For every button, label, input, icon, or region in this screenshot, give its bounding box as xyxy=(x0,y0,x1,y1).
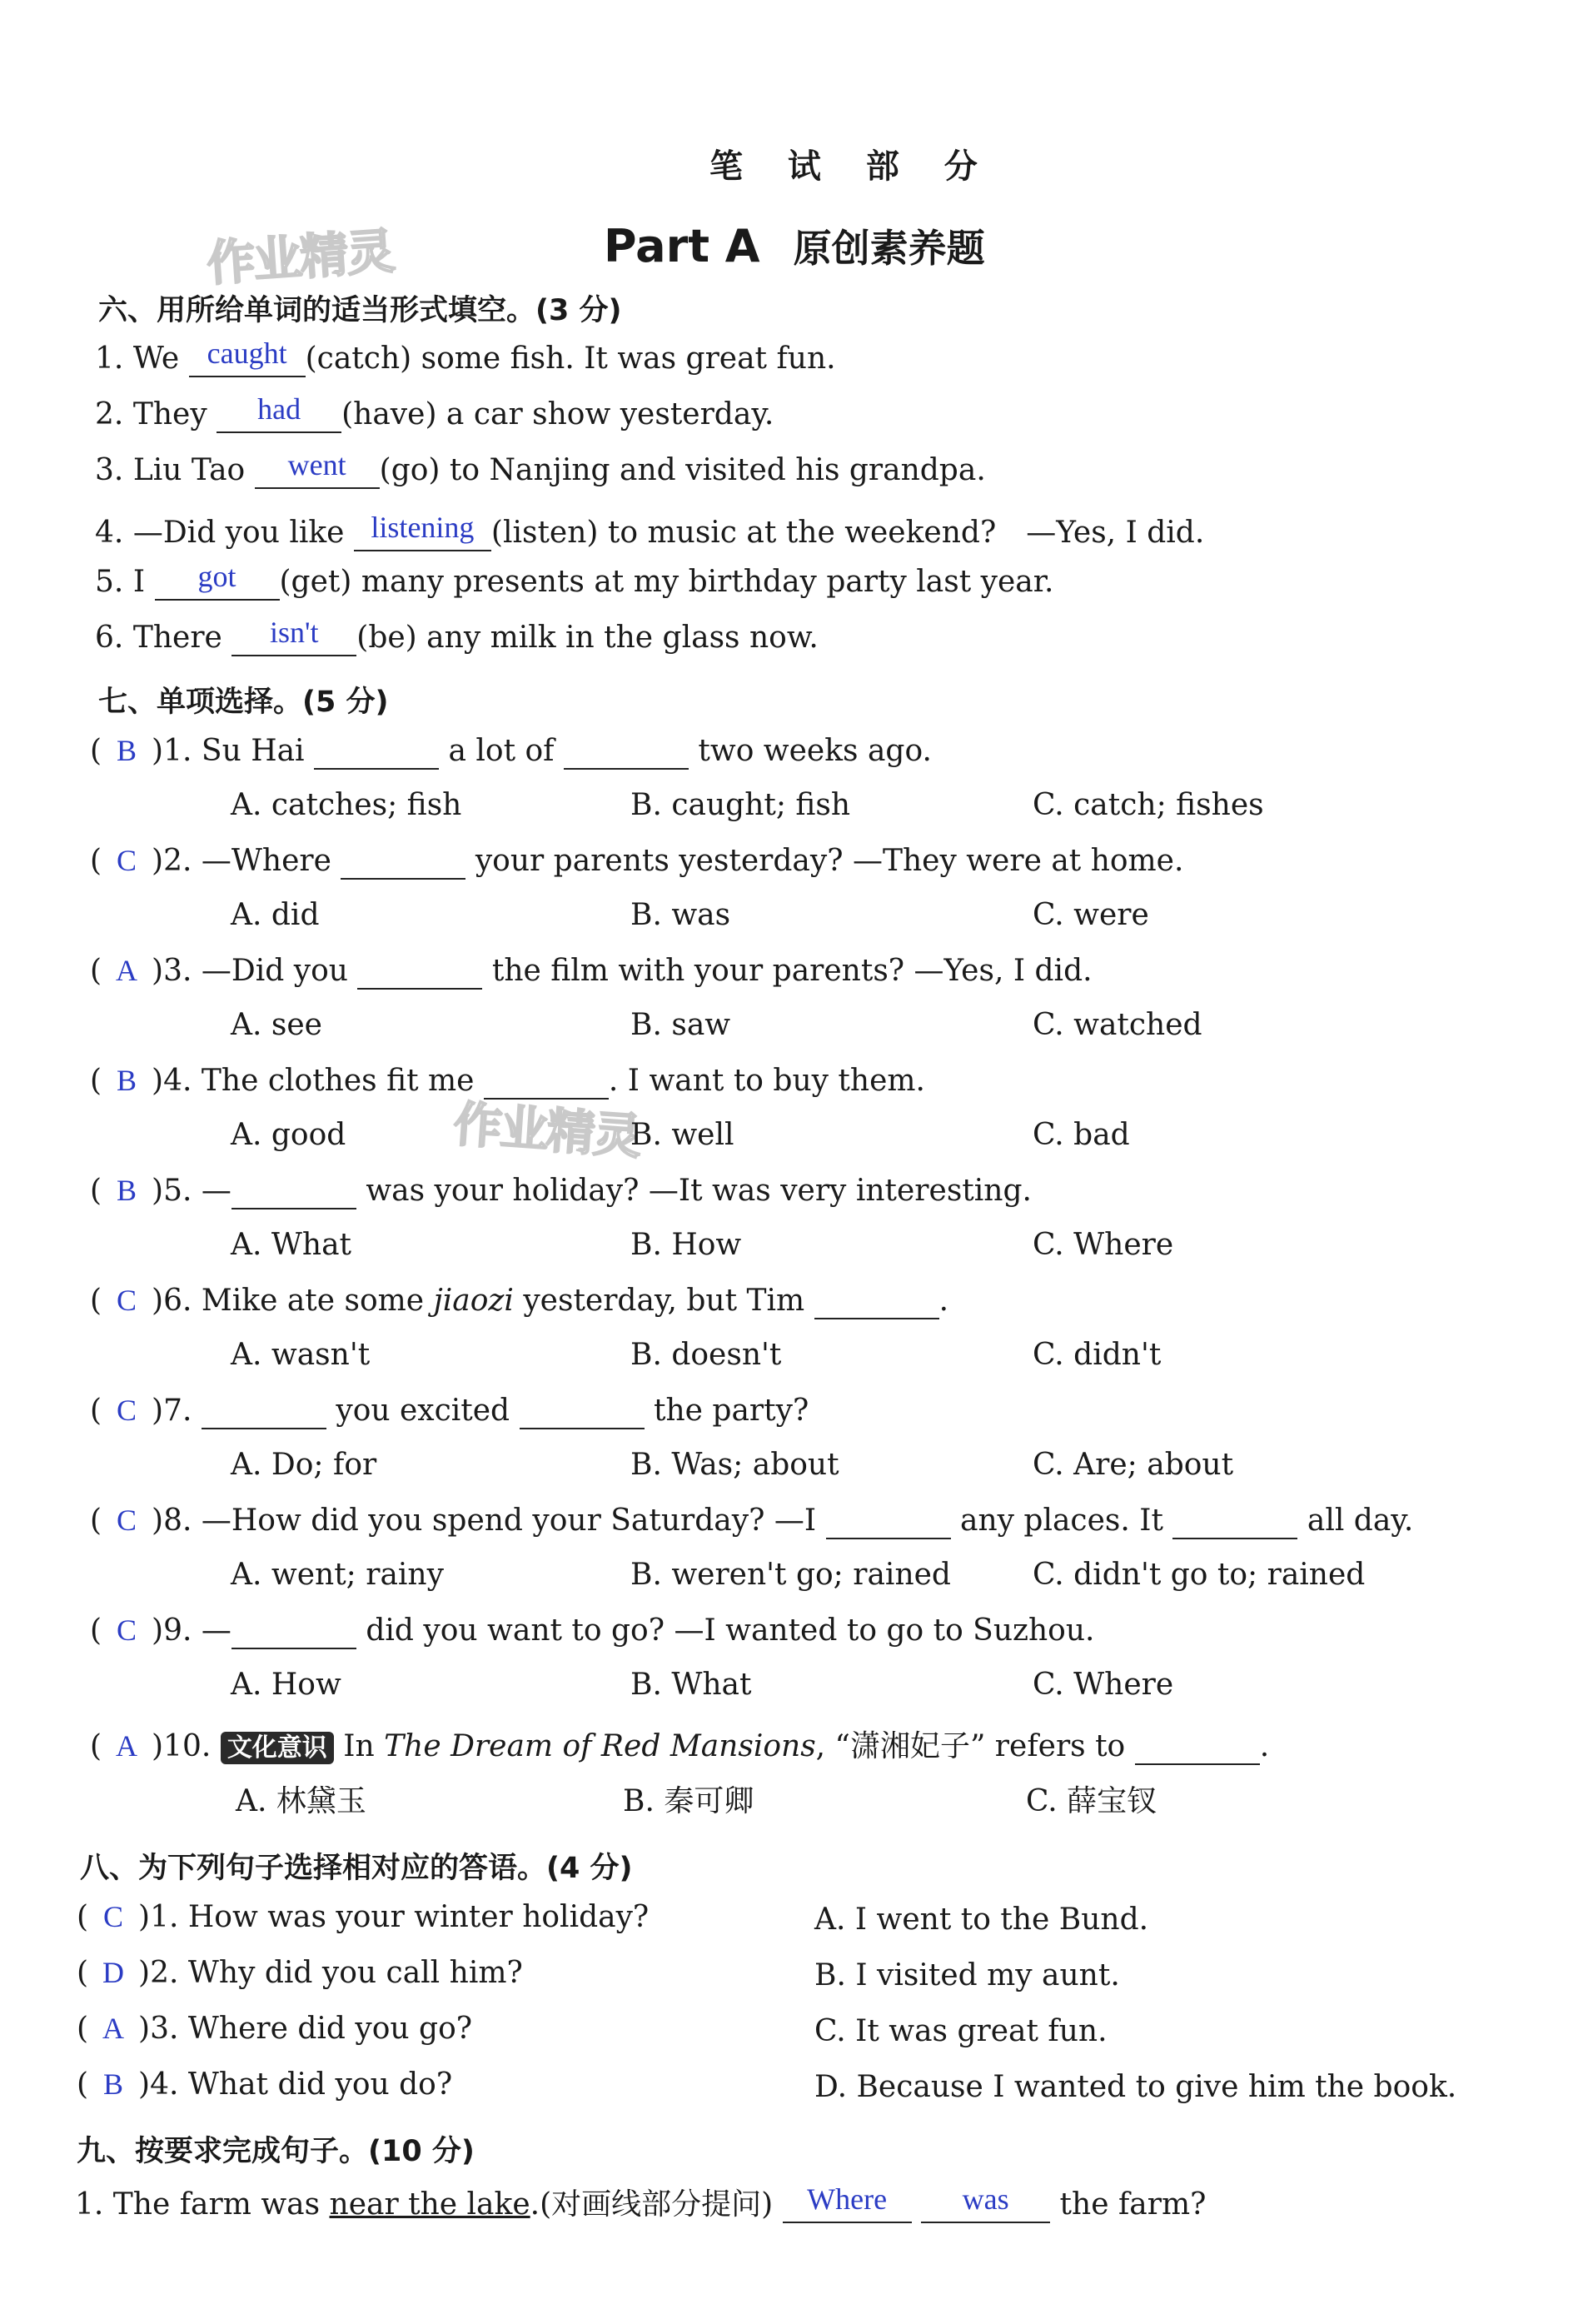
answer-mark: B xyxy=(117,1174,137,1207)
option-c[interactable]: C. watched xyxy=(1033,1008,1202,1042)
section-6-heading: 六、用所给单词的适当形式填空。(3 分) xyxy=(98,294,622,327)
option-a[interactable]: A. did xyxy=(231,898,320,932)
answer-mark: B xyxy=(117,734,137,767)
answer-mark: C xyxy=(117,1613,137,1647)
answer-blank[interactable]: isn't xyxy=(231,621,356,656)
section-9-heading: 九、按要求完成句子。(10 分) xyxy=(77,2135,475,2168)
mc-question-9: ( C )9. — did you want to go? —I wanted to go to Suzhou. xyxy=(90,1613,1095,1648)
answer-mark: C xyxy=(117,1394,137,1427)
option-c[interactable]: C. were xyxy=(1033,898,1149,932)
mc-question-5: ( B )5. — was your holiday? —It was very interesting. xyxy=(90,1174,1032,1208)
mc-question-8: ( C )8. —How did you spend your Saturday? —I any places. It all day. xyxy=(90,1504,1414,1538)
option-c[interactable]: C. 薛宝钗 xyxy=(1026,1784,1157,1818)
option-c[interactable]: C. catch; fishes xyxy=(1033,788,1264,822)
option-b[interactable]: B. 秦可卿 xyxy=(623,1784,754,1818)
watermark: 作业精灵 xyxy=(451,1095,642,1165)
mc-question-1: ( B )1. Su Hai a lot of two weeks ago. xyxy=(90,734,932,768)
option-a[interactable]: A. 林黛玉 xyxy=(236,1784,366,1818)
answer-blank[interactable]: went xyxy=(255,453,380,489)
answer-mark: A xyxy=(116,1729,138,1763)
option-a[interactable]: A. Do; for xyxy=(231,1448,377,1482)
option-c[interactable]: C. Where xyxy=(1033,1668,1174,1702)
match-option-c: C. It was great fun. xyxy=(814,2014,1108,2048)
option-b[interactable]: B. was xyxy=(630,898,731,932)
answer-mark: A xyxy=(102,2012,125,2045)
answer-mark: C xyxy=(117,1284,137,1317)
section-7-heading: 七、单项选择。(5 分) xyxy=(98,686,389,719)
fill-item-1: 1. We caught (catch) some fish. It was great fun. xyxy=(95,337,836,376)
mc-question-10: ( A )10. 文化意识 In The Dream of Red Mansions, “潇湘妃子” refers to . xyxy=(90,1729,1270,1763)
mc-question-7: ( C )7. you excited the party? xyxy=(90,1394,809,1428)
answer-mark: A xyxy=(116,954,138,987)
option-b[interactable]: B. Was; about xyxy=(630,1448,839,1482)
mc-question-4: ( B )4. The clothes fit me . I want to buy them. xyxy=(90,1064,925,1098)
fill-item-5: 5. I got (get) many presents at my birthday party last year. xyxy=(95,560,1054,599)
option-c[interactable]: C. didn't go to; rained xyxy=(1033,1558,1366,1592)
option-c[interactable]: C. Are; about xyxy=(1033,1448,1234,1482)
option-a[interactable]: A. went; rainy xyxy=(231,1558,444,1592)
option-a[interactable]: A. catches; fish xyxy=(231,788,462,822)
option-c[interactable]: C. didn't xyxy=(1033,1338,1162,1372)
option-b[interactable]: B. What xyxy=(630,1668,752,1702)
match-option-a: A. I went to the Bund. xyxy=(814,1903,1149,1937)
answer-mark: C xyxy=(117,844,137,877)
match-question-3: ( A )3. Where did you go? xyxy=(77,2012,473,2046)
fill-item-2: 2. They had (have) a car show yesterday. xyxy=(95,392,774,431)
section-8-heading: 八、为下列句子选择相对应的答语。(4 分) xyxy=(80,1852,633,1885)
part-title: Part A 原创素养题 xyxy=(604,220,985,272)
match-option-d: D. Because I wanted to give him the book. xyxy=(814,2070,1457,2104)
mc-question-3: ( A )3. —Did you the film with your parents? —Yes, I did. xyxy=(90,954,1093,988)
answer-mark: B xyxy=(103,2067,124,2101)
option-c[interactable]: C. Where xyxy=(1033,1228,1174,1262)
answer-mark: B xyxy=(117,1064,137,1097)
match-question-2: ( D )2. Why did you call him? xyxy=(77,1956,523,1990)
answer-mark: C xyxy=(117,1504,137,1537)
option-b[interactable]: B. well xyxy=(630,1118,734,1152)
option-b[interactable]: B. How xyxy=(630,1228,742,1262)
fill-item-6: 6. There isn't (be) any milk in the glass now. xyxy=(95,616,819,655)
option-b[interactable]: B. caught; fish xyxy=(630,788,851,822)
option-a[interactable]: A. What xyxy=(231,1228,352,1262)
answer-blank[interactable]: got xyxy=(155,565,280,601)
option-a[interactable]: A. see xyxy=(231,1008,322,1042)
answer-blank[interactable]: caught xyxy=(189,342,306,377)
answer-blank[interactable]: Where xyxy=(783,2187,912,2223)
answer-blank[interactable]: had xyxy=(217,397,341,433)
section-title: 笔 试 部 分 xyxy=(709,147,994,186)
match-question-1: ( C )1. How was your winter holiday? xyxy=(77,1900,650,1934)
option-a[interactable]: A. How xyxy=(231,1668,341,1702)
culture-tag: 文化意识 xyxy=(221,1732,334,1764)
fill-item-3: 3. Liu Tao went (go) to Nanjing and visited his grandpa. xyxy=(95,448,986,487)
watermark: 作业精灵 xyxy=(205,222,396,292)
option-a[interactable]: A. good xyxy=(231,1118,346,1152)
mc-question-6: ( C )6. Mike ate some jiaozi yesterday, but Tim . xyxy=(90,1284,949,1318)
option-b[interactable]: B. saw xyxy=(630,1008,731,1042)
answer-mark: C xyxy=(103,1900,124,1933)
answer-blank[interactable]: listening xyxy=(354,516,491,551)
option-a[interactable]: A. wasn't xyxy=(231,1338,371,1372)
answer-blank[interactable]: was xyxy=(921,2187,1050,2223)
option-b[interactable]: B. doesn't xyxy=(630,1338,782,1372)
mc-question-2: ( C )2. —Where your parents yesterday? —They were at home. xyxy=(90,844,1184,878)
match-option-b: B. I visited my aunt. xyxy=(814,1958,1120,1992)
fill-item-4: 4. —Did you like listening (listen) to music at the weekend? —Yes, I did. xyxy=(95,511,1205,550)
rewrite-question-1: 1. The farm was near the lake.(对画线部分提问) Where was the farm? xyxy=(75,2182,1207,2222)
answer-mark: D xyxy=(102,1956,125,1989)
option-c[interactable]: C. bad xyxy=(1033,1118,1130,1152)
option-b[interactable]: B. weren't go; rained xyxy=(630,1558,951,1592)
match-question-4: ( B )4. What did you do? xyxy=(77,2067,453,2102)
